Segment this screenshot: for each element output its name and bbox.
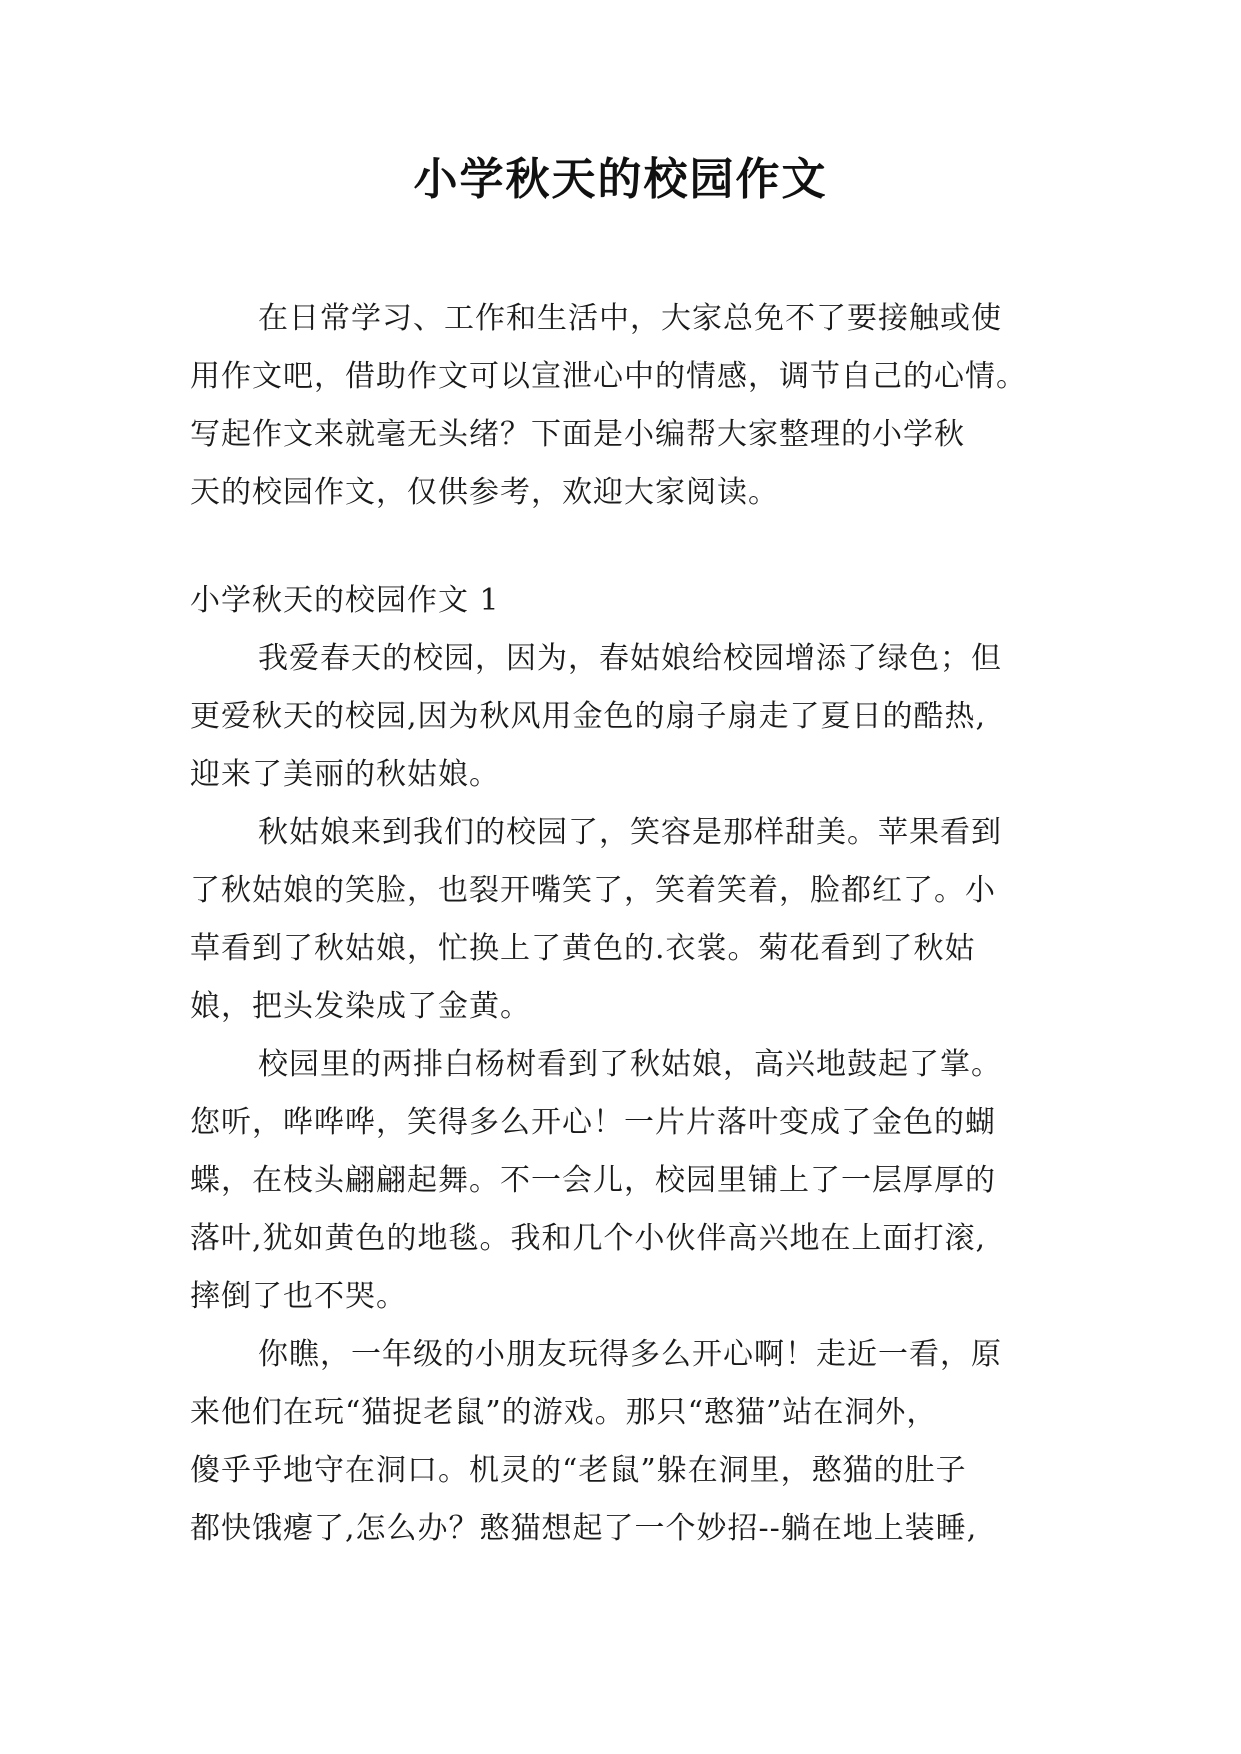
text-line: 娘，把头发染成了金黄。 bbox=[190, 989, 531, 1024]
section-heading: 小学秋天的校园作文 1 bbox=[190, 583, 500, 618]
text-line: 了秋姑娘的笑脸，也裂开嘴笑了，笑着笑着，脸都红了。小 bbox=[190, 873, 996, 908]
text-line: 校园里的两排白杨树看到了秋姑娘，高兴地鼓起了掌。 bbox=[258, 1047, 1002, 1082]
text-line: 用作文吧，借助作文可以宣泄心中的情感，调节自己的心情。 bbox=[190, 359, 1027, 394]
text-line: 蝶，在枝头翩翩起舞。不一会儿，校园里铺上了一层厚厚的 bbox=[190, 1163, 996, 1198]
text-line: 都快饿瘪了,怎么办？憨猫想起了一个妙招--躺在地上装睡, bbox=[190, 1511, 978, 1546]
text-line: 我爱春天的校园，因为，春姑娘给校园增添了绿色；但 bbox=[258, 641, 1002, 676]
body-paragraph bbox=[190, 1326, 1056, 1558]
text-line: 您听，哗哗哗，笑得多么开心！一片片落叶变成了金色的蝴 bbox=[190, 1105, 996, 1140]
text-line: 写起作文来就毫无头绪？下面是小编帮大家整理的小学秋 bbox=[190, 417, 965, 452]
text-line: 秋姑娘来到我们的校园了，笑容是那样甜美。苹果看到 bbox=[258, 815, 1002, 850]
body-paragraph bbox=[190, 1036, 1056, 1326]
text-line: 迎来了美丽的秋姑娘。 bbox=[190, 757, 500, 792]
document-title: 小学秋天的校园作文 bbox=[413, 154, 828, 205]
text-line: 傻乎乎地守在洞口。机灵的“老鼠”躲在洞里，憨猫的肚子 bbox=[190, 1453, 967, 1488]
text-line: 摔倒了也不哭。 bbox=[190, 1279, 407, 1314]
text-line: 天的校园作文，仅供参考，欢迎大家阅读。 bbox=[190, 475, 779, 510]
document-body bbox=[190, 290, 1056, 1558]
text-line: 更爱秋天的校园,因为秋风用金色的扇子扇走了夏日的酷热, bbox=[190, 699, 987, 734]
text-line: 落叶,犹如黄色的地毯。我和几个小伙伴高兴地在上面打滚, bbox=[190, 1221, 987, 1256]
text-line: 来他们在玩“猫捉老鼠”的游戏。那只“憨猫”站在洞外， bbox=[190, 1395, 938, 1430]
text-line: 草看到了秋姑娘，忙换上了黄色的.衣裳。菊花看到了秋姑 bbox=[190, 931, 976, 966]
text-line: 你瞧，一年级的小朋友玩得多么开心啊！走近一看，原 bbox=[258, 1337, 1002, 1372]
intro-paragraph bbox=[190, 290, 1056, 522]
body-paragraph bbox=[190, 804, 1056, 1036]
text-line: 在日常学习、工作和生活中，大家总免不了要接触或使 bbox=[258, 301, 1002, 336]
body-paragraph bbox=[190, 630, 1056, 804]
